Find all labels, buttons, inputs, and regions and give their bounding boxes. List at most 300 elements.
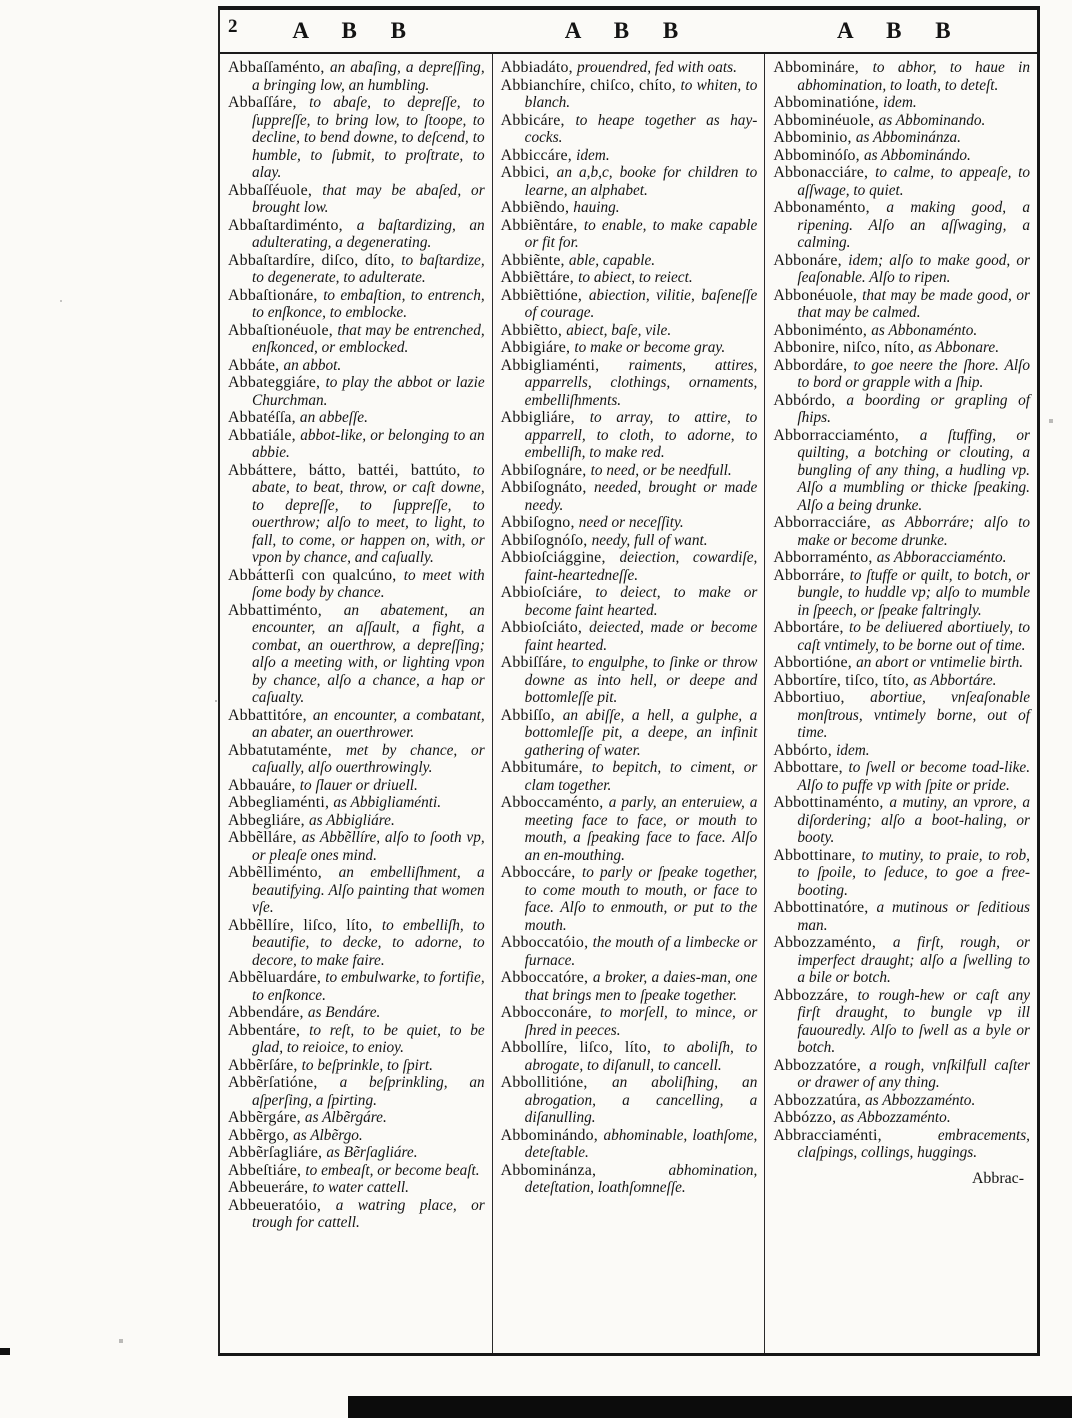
dictionary-entry <box>773 1127 1030 1162</box>
entry-definition: to enable, to make capable or fit for. <box>524 216 758 251</box>
entry-headword: Abbattitóre, <box>228 706 313 724</box>
entry-definition: a baſtardizing, an adulterating, a degenerating. <box>252 216 485 251</box>
entry-headword: Abbiſognáre, <box>500 461 591 479</box>
entry-definition: to abiect, to reiect. <box>578 269 693 286</box>
entry-definition: an a,b,c, booke for children to learne, an alphabet. <box>524 164 758 199</box>
entry-definition: deiected, made or become faint hearted. <box>524 619 758 654</box>
entry-definition: a watring place, or trough for cattell. <box>252 1196 485 1231</box>
entry-definition: an abbot. <box>283 356 342 374</box>
entry-definition: a making good, a ripening. Alſo an aſſwaging, a calming. <box>797 199 1031 251</box>
dictionary-entry <box>501 1039 758 1074</box>
entry-headword: Abbiſſo, <box>500 706 563 724</box>
entry-definition: to ſlauer or driuell. <box>299 776 418 794</box>
dictionary-entry <box>228 374 485 409</box>
dictionary-entry <box>501 759 758 794</box>
entry-headword: Abbominéuole, <box>773 111 879 129</box>
entry-headword: Abbigiáre, <box>500 339 575 356</box>
dictionary-entry <box>228 1057 485 1075</box>
dictionary-entry <box>228 182 485 217</box>
entry-headword: Abbortíre, tiſco, títo, <box>773 671 914 689</box>
dictionary-entry <box>501 59 758 77</box>
entry-definition: need or neceſſity. <box>578 514 684 531</box>
entry-headword: Abbozzatóre, <box>773 1056 870 1074</box>
entry-headword: Abbiẽttióne, <box>500 286 589 304</box>
entry-headword: Abbendáre, <box>228 1004 308 1021</box>
dictionary-entry <box>773 654 1030 672</box>
entry-headword: Abbottinatóre, <box>773 899 877 916</box>
dictionary-entry <box>228 287 485 322</box>
dictionary-entry <box>773 934 1030 987</box>
entry-definition: that may be entrenched, enſkonced, or emblocked. <box>252 321 485 356</box>
entry-definition: an abaſing, a depreſſing, a bringing low, an humbling. <box>252 59 485 94</box>
entry-headword: Abboccatóre, <box>500 969 593 986</box>
entry-headword: Abbẽrgo, <box>228 1126 294 1144</box>
dictionary-entry <box>501 112 758 147</box>
dictionary-entry <box>501 619 758 654</box>
dictionary-entry <box>773 794 1030 847</box>
dictionary-entry <box>501 77 758 112</box>
entry-headword: Abbonacciáre, <box>773 164 876 181</box>
entry-definition: a firſt, rough, or imperfect draught; alſo a ſwelling to a bile or botch. <box>797 934 1031 986</box>
dictionary-entry <box>773 322 1030 340</box>
running-head-1: A B B <box>292 18 420 43</box>
dictionary-entry <box>228 357 485 375</box>
dictionary-entry <box>501 1162 758 1197</box>
entry-headword: Abborráre, <box>773 566 850 584</box>
entry-headword: Abbentáre, <box>228 1021 310 1039</box>
dictionary-entry <box>773 1092 1030 1110</box>
entry-headword: Abbáte, <box>228 356 284 374</box>
dictionary-entry <box>501 969 758 1004</box>
dictionary-entry <box>773 427 1030 515</box>
entry-definition: prouendred, fed with oats. <box>577 59 737 76</box>
entry-headword: Abbottinaménto, <box>773 794 890 811</box>
dictionary-entry <box>773 567 1030 620</box>
entry-headword: Abbollíre, liſco, líto, <box>500 1039 664 1056</box>
entry-headword: Abboccáre, <box>500 864 582 881</box>
entry-headword: Abbiccáre, <box>500 146 577 164</box>
entry-definition: embracements, claſpings, collings, huggings. <box>797 1126 1031 1161</box>
entry-headword: Abbortióne, <box>773 654 857 671</box>
dictionary-entry <box>228 1109 485 1127</box>
dictionary-entry <box>228 462 485 567</box>
entry-definition: needy, full of want. <box>591 531 708 549</box>
dictionary-entry <box>228 829 485 864</box>
entry-headword: Abbiſognóſo, <box>500 531 592 549</box>
dictionary-entry <box>501 934 758 969</box>
dictionary-entry <box>501 409 758 462</box>
entry-definition: to abate, to beat, throw, or caſt downe, to depreſſe, to ſuppreſſe, to ouerthrow; alſo to meet, to light, to fall, to come, or happen on, with, or vpon by chance, and caſually. <box>252 461 485 566</box>
dictionary-entry <box>501 322 758 340</box>
entry-definition: to reſt, to be quiet, to be glad, to reioice, to enioy. <box>252 1021 485 1056</box>
entry-headword: Abbẽrſáre, <box>228 1056 302 1074</box>
entry-definition: to array, to attire, to apparrell, to cloth, to adorne, to embelliſh, to make red. <box>524 409 758 461</box>
entry-headword: Abbaſſáre, <box>228 94 310 111</box>
running-head-2: A B B <box>564 18 693 43</box>
dictionary-entry <box>773 689 1030 742</box>
entry-definition: to play the abbot or lazie Churchman. <box>252 374 485 409</box>
entry-definition: an abatement, an encounter, an aſſault, a fight, a combat, an ouerthrow, a depreſſing; alſo a meeting with, or lighting vpon by chance, alſo a chance, a hap or caſualty. <box>252 601 485 706</box>
entry-headword: Abbiẽttáre, <box>500 269 579 286</box>
entry-headword: Abbẽlliménto, <box>228 864 339 881</box>
dictionary-entry <box>501 1074 758 1127</box>
entry-definition: to be deliuered abortiuely, to caſt vntimely, to be borne out of time. <box>797 619 1031 654</box>
entry-definition: able, capable. <box>568 251 656 269</box>
entry-headword: Abbiẽtto, <box>500 321 567 339</box>
dictionary-entry <box>501 164 758 199</box>
dictionary-entry <box>773 59 1030 94</box>
entry-definition: an embelliſhment, a beautifying. Alſo painting that women vſe. <box>252 864 485 916</box>
dictionary-entry <box>228 917 485 970</box>
entry-headword: Abbẽrſatióne, <box>228 1074 340 1091</box>
dictionary-entry <box>773 1109 1030 1127</box>
running-head-3: A B B <box>837 18 965 43</box>
entry-headword: Abbianchíre, chiſco, chíto, <box>500 76 681 94</box>
entry-definition: to parly or ſpeake together, to come mouth to mouth, or face to face. Alſo to enmouth, or put to the mouth. <box>524 864 758 934</box>
entry-definition: as Albẽrgáre. <box>304 1109 387 1126</box>
entry-definition: that may be abaſed, or brought low. <box>252 181 485 216</box>
entry-headword: Abbátterſi con qualcúno, <box>228 566 404 584</box>
dictionary-entry <box>773 672 1030 690</box>
entry-definition: to embaſtion, to entrench, to enſkonce, to emblocke. <box>252 286 485 321</box>
entry-definition: to abaſe, to depreſſe, to ſuppreſſe, to bring low, to ſtoope, to decline, to bend downe, to deſcend, to humble, to ſubmit, to proſtrate, to alay. <box>252 94 485 181</box>
dictionary-entry <box>228 812 485 830</box>
dictionary-entry <box>773 549 1030 567</box>
entry-headword: Abbici, <box>500 164 557 181</box>
dictionary-entry <box>773 94 1030 112</box>
entry-definition: as Abbominando. <box>878 111 986 129</box>
entry-headword: Abbonire, niſco, níto, <box>773 339 919 356</box>
entry-headword: Abbollitióne, <box>500 1074 612 1091</box>
entry-definition: to meet with ſome body by chance. <box>252 566 485 601</box>
entry-headword: Abbracciaménti, <box>773 1126 938 1144</box>
entry-headword: Abbiẽndo, <box>500 199 574 216</box>
dictionary-entry <box>228 794 485 812</box>
entry-headword: Abbiẽntáre, <box>500 216 584 234</box>
entry-headword: Abboccaménto, <box>500 794 609 811</box>
entry-definition: to ſwell or become toad-like. Alſo to puffe vp with ſpite or pride. <box>797 759 1031 794</box>
entry-definition: as Abbigliaménti. <box>333 794 442 811</box>
entry-definition: a rough, vnſkilfull caſter or drawer of any thing. <box>797 1056 1031 1091</box>
dictionary-column-1 <box>220 54 493 1353</box>
entry-definition: a boording or grapling of ſhips. <box>797 391 1031 426</box>
dictionary-entry <box>501 479 758 514</box>
entry-definition: to mutiny, to praie, to rob, to ſpoile, to ſeduce, to goe a free-booting. <box>797 846 1031 899</box>
entry-definition: idem. <box>836 741 870 759</box>
dictionary-columns <box>220 54 1037 1353</box>
entry-definition: to heape together as hay-cocks. <box>524 111 758 146</box>
entry-headword: Abbominatióne, <box>773 94 884 111</box>
dictionary-entry <box>773 339 1030 357</box>
entry-definition: to bepitch, to ciment, or clam together. <box>524 759 758 794</box>
dictionary-entry <box>773 514 1030 549</box>
entry-headword: Abbaſtionéuole, <box>228 321 338 339</box>
entry-definition: abbot-like, or belonging to an abbie. <box>252 426 485 461</box>
entry-definition: as Bẽrſagliáre. <box>326 1144 418 1161</box>
entry-definition: raiments, attires, apparrells, clothings, ornaments, embelliſhments. <box>524 356 758 409</box>
entry-headword: Abbioſciáre, <box>500 584 596 601</box>
entry-headword: Abbaſſaménto, <box>228 59 330 76</box>
entry-definition: abiect, baſe, vile. <box>566 321 672 339</box>
dictionary-entry <box>773 899 1030 934</box>
entry-definition: an abbeſſe. <box>299 409 368 426</box>
dictionary-entry <box>228 217 485 252</box>
dictionary-entry <box>228 1144 485 1162</box>
entry-definition: hauing. <box>573 199 620 216</box>
dictionary-entry <box>773 287 1030 322</box>
entry-headword: Abbẽluardáre, <box>228 969 326 986</box>
entry-definition: as Abboracciaménto. <box>876 549 1007 566</box>
dictionary-entry <box>228 1004 485 1022</box>
entry-definition: idem. <box>576 146 610 164</box>
dictionary-entry <box>773 164 1030 199</box>
entry-definition: an abort or vntimelie birth. <box>856 654 1024 671</box>
entry-headword: Abbateggiáre, <box>228 374 326 391</box>
entry-headword: Abbiẽnte, <box>500 251 569 269</box>
entry-definition: as Abbortáre. <box>913 671 997 689</box>
dictionary-entry <box>501 514 758 532</box>
entry-headword: Abbauáre, <box>228 776 300 794</box>
entry-definition: to deiect, to make or become faint hearted. <box>524 584 758 619</box>
entry-definition: as Bendáre. <box>307 1004 381 1021</box>
entry-definition: a beſprinkling, an aſperſing, a ſpirting. <box>252 1074 485 1109</box>
dictionary-entry <box>501 707 758 760</box>
scan-noise <box>0 0 2 2</box>
dictionary-entry <box>501 357 758 410</box>
entry-headword: Abbigliáre, <box>500 409 590 426</box>
entry-headword: Abborracciáre, <box>773 514 882 531</box>
entry-headword: Abborracciaménto, <box>773 426 920 444</box>
entry-headword: Abbiadáto, <box>500 59 578 76</box>
dictionary-entry <box>773 847 1030 900</box>
entry-headword: Abbortáre, <box>773 619 850 636</box>
entry-definition: to whiten, to blanch. <box>524 76 758 111</box>
dictionary-entry <box>501 199 758 217</box>
entry-headword: Abbẽlláre, <box>228 829 302 846</box>
entry-headword: Abbegliaménti, <box>228 794 334 811</box>
dictionary-entry <box>773 112 1030 130</box>
dictionary-entry <box>773 199 1030 252</box>
dictionary-entry <box>228 1179 485 1197</box>
entry-headword: Abboccatóio, <box>500 934 593 951</box>
entry-headword: Abbatiále, <box>228 426 301 444</box>
dictionary-entry <box>501 549 758 584</box>
dictionary-entry <box>773 252 1030 287</box>
entry-headword: Abbozzaménto, <box>773 934 893 951</box>
dictionary-entry <box>501 287 758 322</box>
entry-headword: Abbaſtardiménto, <box>228 216 357 234</box>
entry-definition: to baſtardize, to degenerate, to adulterate. <box>252 251 485 286</box>
entry-definition: deiection, cowardiſe, faint-heartedneſſe. <box>524 549 758 584</box>
dictionary-entry <box>773 392 1030 427</box>
dictionary-entry <box>228 969 485 1004</box>
dictionary-entry <box>501 217 758 252</box>
dictionary-entry <box>501 532 758 550</box>
entry-headword: Abbordáre, <box>773 356 854 374</box>
entry-definition: as Abbominánza. <box>855 129 961 146</box>
entry-definition: as Abbẽllíre, alſo to ſooth vp, or pleaſe ones mind. <box>252 829 485 864</box>
entry-headword: Abbonáre, <box>773 251 849 269</box>
dictionary-entry <box>773 742 1030 760</box>
entry-definition: a ſtuffing, or quilting, a botching or clouting, a bungling of any thing, a hudling vp. Alſo a mumbling or thicke ſpeaking. Alſo a being drunke. <box>797 426 1031 514</box>
entry-headword: Abbocconáre, <box>500 1004 600 1021</box>
entry-headword: Abbominándo, <box>500 1126 604 1144</box>
dictionary-entry <box>773 987 1030 1057</box>
entry-definition: to embulwarke, to fortifie, to enſkonce. <box>252 969 485 1004</box>
entry-headword: Abbórto, <box>773 741 837 759</box>
dictionary-column-3 <box>765 54 1037 1353</box>
entry-headword: Abbatutaménte, <box>228 741 346 759</box>
entry-headword: Abbioſciággine, <box>500 549 620 566</box>
entry-definition: to embeaſt, or become beaſt. <box>305 1161 480 1179</box>
dictionary-entry <box>501 654 758 707</box>
entry-headword: Abbozzáre, <box>773 986 858 1004</box>
entry-definition: abortiue, vnſeaſonable monſtrous, vntimely borne, out of time. <box>797 689 1031 741</box>
entry-definition: needed, brought or made needy. <box>524 479 758 514</box>
dictionary-entry <box>501 462 758 480</box>
dictionary-entry <box>773 759 1030 794</box>
entry-headword: Abborraménto, <box>773 549 877 566</box>
entry-definition: idem; alſo to make good, or ſeaſonable. Alſo to ripen. <box>797 251 1030 286</box>
entry-headword: Abbegliáre, <box>228 811 309 829</box>
dictionary-entry <box>501 269 758 287</box>
scan-artifact-dash <box>0 1348 10 1355</box>
entry-definition: to calme, to appeaſe, to aſſwage, to quiet. <box>797 164 1031 199</box>
dictionary-entry <box>773 129 1030 147</box>
entry-headword: Abbonéuole, <box>773 286 863 304</box>
entry-headword: Abbioſciáto, <box>500 619 590 636</box>
dictionary-entry <box>228 1022 485 1057</box>
entry-headword: Abbominio, <box>773 129 856 146</box>
entry-headword: Abbigliaménti, <box>500 356 629 374</box>
dictionary-entry <box>228 1197 485 1232</box>
dictionary-entry <box>228 322 485 357</box>
entry-definition: to goe neere the ſhore. Alſo to bord or grapple with a ſhip. <box>797 356 1031 391</box>
entry-headword: Abbonaménto, <box>773 199 887 216</box>
entry-definition: to make or become gray. <box>574 339 726 356</box>
entry-definition: to water cattell. <box>312 1179 409 1196</box>
entry-headword: Abbominóſo, <box>773 146 865 164</box>
entry-headword: Abbicáre, <box>500 111 576 129</box>
dictionary-entry <box>228 707 485 742</box>
dictionary-entry <box>228 59 485 94</box>
catchword: Abbrac- <box>971 1169 1025 1187</box>
entry-headword: Abbottinare, <box>773 846 862 864</box>
entry-definition: an abiſſe, a hell, a gulphe, a bottomleſſe pit, a deepe, an infinit gathering of water. <box>524 706 758 759</box>
entry-definition: to engulphe, to ſinke or throw downe as into hell, or deepe and bottomleſſe pit. <box>524 654 758 706</box>
entry-headword: Abbórdo, <box>773 391 847 409</box>
page-number: 2 <box>228 16 238 37</box>
dictionary-entry <box>228 252 485 287</box>
entry-definition: the mouth of a limbecke or furnace. <box>524 934 758 969</box>
dictionary-entry <box>228 1162 485 1180</box>
entry-definition: idem. <box>883 94 917 111</box>
entry-headword: Abbaſtionáre, <box>228 286 324 304</box>
entry-headword: Abbaſſéuole, <box>228 181 323 199</box>
dictionary-entry <box>501 794 758 864</box>
entry-definition: that may be made good, or that may be calmed. <box>797 286 1031 321</box>
entry-headword: Abbáttere, bátto, battéi, battúto, <box>228 461 473 479</box>
entry-headword: Abbaſtardíre, diſco, díto, <box>228 251 402 269</box>
entry-definition: an aboliſhing, an abrogation, a cancelling, a diſanulling. <box>524 1074 758 1126</box>
entry-definition: as Abbonaménto. <box>871 321 978 339</box>
entry-definition: to abhor, to haue in abhomination, to loath, to deteſt. <box>797 59 1031 94</box>
scan-artifact-bar <box>348 1396 1072 1418</box>
entry-headword: Abbeueráre, <box>228 1179 313 1196</box>
entry-definition: a mutinous or ſeditious man. <box>797 899 1031 934</box>
dictionary-entry <box>228 427 485 462</box>
entry-definition: as Abbozzaménto. <box>840 1109 951 1126</box>
entry-headword: Abbeſtiáre, <box>228 1161 306 1179</box>
entry-definition: abiection, vilitie, baſeneſſe of courage. <box>524 286 758 321</box>
entry-definition: an encounter, a combatant, an abater, an ouerthrower. <box>252 706 485 741</box>
entry-definition: met by chance, or caſually, alſo ouerthrowingly. <box>252 741 485 776</box>
dictionary-entry <box>228 602 485 707</box>
entry-definition: a parly, an enteruiew, a meeting face to face, or mouth to mouth, a ſpeaking face to face. Alſo an en-mouthing. <box>524 794 758 864</box>
dictionary-entry <box>501 1004 758 1039</box>
page-header <box>220 10 1037 54</box>
entry-headword: Abbottare, <box>773 759 849 776</box>
entry-headword: Abbattiménto, <box>228 601 344 619</box>
entry-definition: to beſprinkle, to ſpirt. <box>301 1056 433 1074</box>
entry-definition: a mutiny, an vprore, a diſordering; alſo a boot-haling, or booty. <box>797 794 1031 846</box>
entry-headword: Abbiſogno, <box>500 514 579 531</box>
entry-headword: Abboniménto, <box>773 321 872 339</box>
dictionary-entry <box>228 409 485 427</box>
dictionary-entry <box>228 742 485 777</box>
entry-definition: as Abbominándo. <box>864 146 971 164</box>
entry-headword: Abbẽrgáre, <box>228 1109 305 1126</box>
dictionary-entry <box>773 357 1030 392</box>
entry-headword: Abbeueratóio, <box>228 1196 336 1214</box>
dictionary-entry <box>773 147 1030 165</box>
entry-definition: as Abborráre; alſo to make or become drunke. <box>797 514 1031 549</box>
dictionary-entry <box>501 864 758 934</box>
dictionary-entry <box>228 567 485 602</box>
entry-definition: to need, or be needfull. <box>590 461 732 479</box>
dictionary-entry <box>501 1127 758 1162</box>
entry-headword: Abbiſognáto, <box>500 479 595 496</box>
dictionary-entry <box>228 1127 485 1145</box>
dictionary-entry <box>228 94 485 182</box>
dictionary-entry <box>228 777 485 795</box>
entry-headword: Abbẽllíre, liſco, líto, <box>228 916 382 934</box>
entry-headword: Abbatéſſa, <box>228 409 300 426</box>
dictionary-entry <box>501 339 758 357</box>
entry-definition: abhominable, loathſome, deteſtable. <box>524 1126 758 1161</box>
entry-definition: to embelliſh, to beautifie, to decke, to adorne, to decore, to make faire. <box>252 916 485 969</box>
entry-definition: as Abbigliáre. <box>308 811 395 829</box>
entry-definition: to morſell, to mince, or ſhred in peeces. <box>524 1004 758 1039</box>
entry-definition: abhomination, deteſtation, loathſomneſſe. <box>524 1161 758 1196</box>
entry-headword: Abbomináre, <box>773 59 873 76</box>
dictionary-entry <box>773 1057 1030 1092</box>
entry-headword: Abbẽrſagliáre, <box>228 1144 327 1161</box>
entry-headword: Abbózzo, <box>773 1109 841 1126</box>
page-frame <box>218 6 1040 1356</box>
entry-definition: as Abbonare. <box>918 339 1000 356</box>
entry-definition: as Albẽrgo. <box>293 1126 363 1144</box>
dictionary-entry <box>228 1074 485 1109</box>
entry-headword: Abbitumáre, <box>500 759 592 776</box>
dictionary-entry <box>501 252 758 270</box>
dictionary-entry <box>773 619 1030 654</box>
entry-definition: to rough-hew or caſt any firſt draught, to bungle vp ill fauouredly. Alſo to ſwell as a byle or botch. <box>797 986 1031 1056</box>
dictionary-entry <box>501 584 758 619</box>
entry-headword: Abbortiuo, <box>773 689 871 706</box>
dictionary-entry <box>228 864 485 917</box>
dictionary-column-2 <box>493 54 766 1353</box>
